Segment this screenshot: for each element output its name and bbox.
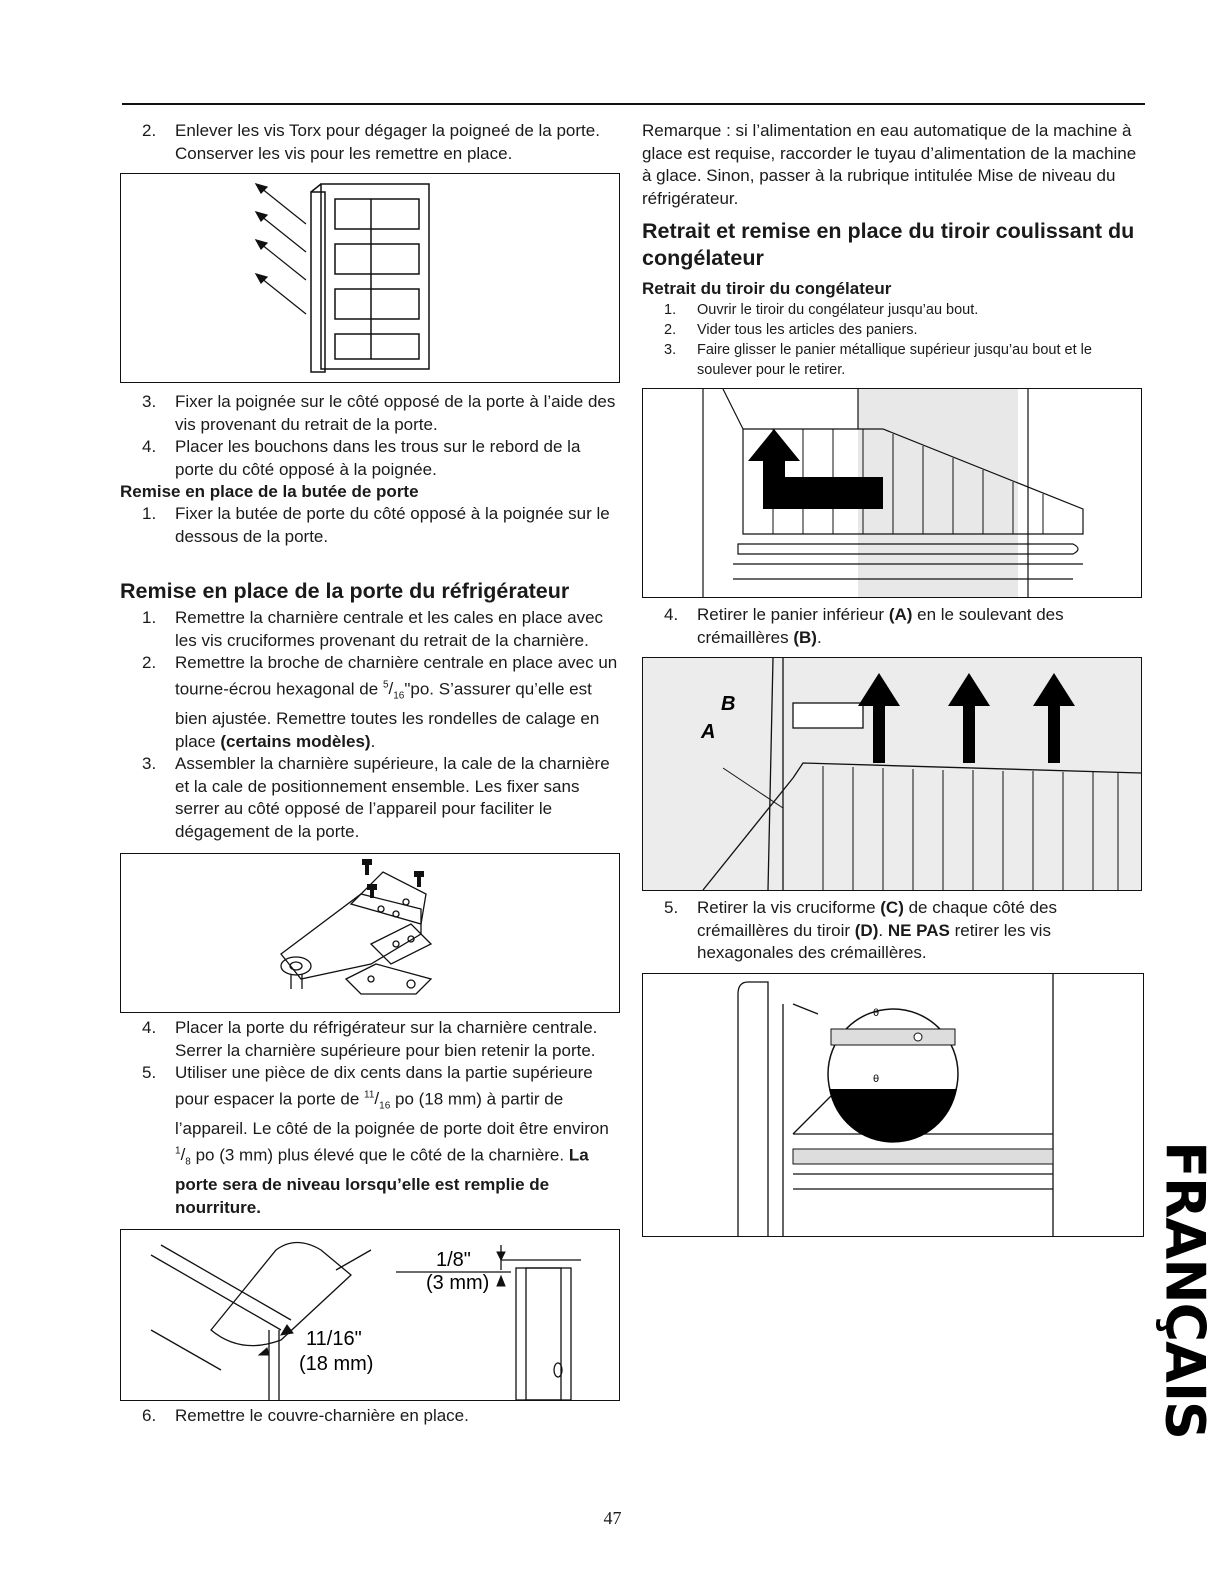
- label-a: (A): [888, 605, 913, 624]
- fraction-numerator: 11: [364, 1089, 375, 1101]
- fraction-numerator: 5: [382, 679, 389, 691]
- fraction-denominator: 8: [185, 1156, 191, 1168]
- step-text: .: [878, 920, 888, 940]
- figure-hinge: [120, 853, 620, 1013]
- stop-step-1: [120, 503, 620, 548]
- step-text: Retirer la vis cruciforme: [697, 898, 881, 917]
- fraction-numerator: 1: [175, 1145, 181, 1157]
- door-step-5: [120, 1062, 620, 1219]
- step-text: .: [370, 731, 376, 751]
- step-text: Placer la porte du réfrigérateur sur la charnière centrale. Serrer la charnière supérieure pour bien retenir la porte.: [175, 1018, 598, 1060]
- step-2-remove-screws: [120, 120, 620, 165]
- step-number: 1.: [142, 504, 157, 523]
- step-text: Ouvrir le tiroir du congélateur jusqu’au bout.: [697, 302, 979, 318]
- step-number: 4.: [664, 605, 679, 624]
- figure-door-handle: [120, 173, 620, 383]
- door-step-3: [120, 753, 620, 843]
- subheading-remove-drawer: Retrait du tiroir du congélateur: [642, 279, 892, 298]
- fraction-1-8: $^1/_8$: [175, 1145, 191, 1168]
- ice-maker-note: Remarque : si l’alimentation en eau automatique de la machine à glace est requise, raccorder le tuyau d’alimentation de la machine à glace. Sinon, passer à la rubrique intitulée Mise de niveau du réfrigérateur.: [642, 121, 1137, 208]
- step-text: Enlever les vis Torx pour dégager la poigneé de la porte. Conserver les vis pour les remettre en place.: [175, 121, 600, 163]
- door-gap-illustration: [121, 1230, 619, 1400]
- step-text: de chaque côté des crémaillères du tiroir: [697, 898, 1057, 940]
- step-number: 3.: [142, 754, 157, 774]
- step-4-lower-basket: [642, 604, 1142, 649]
- step-number: 2.: [142, 121, 157, 140]
- step-text: Fixer la butée de porte du côté opposé à la poignée sur le dessous de la porte.: [175, 504, 610, 546]
- screw-mark-1: θ: [873, 1007, 880, 1019]
- gap-label-side-mm: (18 mm): [299, 1353, 374, 1376]
- hinge-illustration: [121, 854, 619, 1012]
- step-text: Remettre la charnière centrale et les cales en place avec les vis cruciformes provenant du retrait de la charnière.: [175, 608, 604, 650]
- lower-basket-illustration: [643, 658, 1141, 890]
- step-number: 1.: [142, 608, 157, 627]
- left-column: [120, 120, 620, 1428]
- upper-basket-illustration: [643, 389, 1141, 597]
- step-text: Assembler la charnière supérieure, la cale de la charnière et la cale de positionnement ensemble. Les fixer sans serrer au côté opposé de l’appareil pour faciliter le dégagement de la porte.: [175, 754, 610, 841]
- step-text: po (3 mm) plus élevé que le côté de la charnière.: [190, 1145, 569, 1165]
- figure-rail-screw: [642, 973, 1144, 1237]
- step-text: Vider tous les articles des paniers.: [697, 322, 918, 338]
- rail-screw-illustration: [643, 974, 1143, 1236]
- door-step-6: [120, 1405, 620, 1428]
- header-rule: [122, 103, 1145, 105]
- fraction-denominator: 16: [379, 1100, 391, 1112]
- step-number: 3.: [664, 342, 677, 358]
- screw-mark-2: θ: [873, 1073, 880, 1085]
- warning-ne-pas: NE PAS: [887, 920, 950, 940]
- door-step-2: [120, 652, 620, 753]
- step-4-plugs: [120, 436, 620, 481]
- language-side-tab: [1140, 1141, 1225, 1439]
- fraction-5-16: $^5/_{16}$: [382, 679, 405, 702]
- step-number: 4.: [142, 1018, 157, 1038]
- figure-lower-basket: [642, 657, 1142, 891]
- door-handle-illustration: [121, 174, 619, 382]
- step-text: retirer les vis hexagonales des crémaillères.: [697, 920, 1051, 962]
- step-bold-text: (certains modèles): [220, 731, 371, 751]
- step-text: Remettre le couvre-charnière en place.: [175, 1406, 469, 1426]
- step-text: Retirer le panier inférieur: [697, 605, 889, 624]
- step-text: Utiliser une pièce de dix cents dans la partie supérieure pour espacer la porte de: [175, 1063, 593, 1109]
- subheading-door-stop: Remise en place de la butée de porte: [120, 482, 419, 501]
- step-number: 3.: [142, 392, 157, 411]
- fraction-denominator: 16: [393, 690, 405, 702]
- step-text: Placer les bouchons dans les trous sur le rebord de la porte du côté opposé à la poignée.: [175, 437, 581, 479]
- step-number: 2.: [664, 322, 677, 338]
- label-b-figure: B: [721, 693, 736, 715]
- gap-label-side: 11/16": [306, 1328, 362, 1351]
- label-a-figure: A: [701, 721, 716, 743]
- step-text: en le soulevant des crémaillères: [697, 605, 1064, 647]
- step-text: "po. S’assurer qu’elle est bien ajustée. Remettre toutes les rondelles de calage en place: [175, 679, 600, 751]
- fraction-11-16: $^{11}/_{16}$: [364, 1089, 391, 1112]
- gap-label-top: 1/8": [436, 1249, 471, 1272]
- door-step-4: [120, 1017, 620, 1062]
- step-text: po (18 mm) à partir de l’appareil. Le côté de la poignée de porte doit être environ: [175, 1089, 609, 1139]
- step-number: 5.: [664, 898, 679, 917]
- step-bold-text: La porte sera de niveau lorsqu’elle est remplie de nourriture.: [175, 1145, 589, 1217]
- language-side-tab-label: FRANÇAIS: [1153, 1141, 1217, 1439]
- figure-upper-basket: [642, 388, 1142, 598]
- step-text: .: [816, 627, 822, 647]
- label-d: (D): [854, 920, 879, 940]
- label-b: (B): [793, 627, 817, 647]
- step-text: Fixer la poignée sur le côté opposé de la porte à l’aide des vis provenant du retrait de la porte.: [175, 392, 616, 434]
- step-number: 6.: [142, 1406, 157, 1426]
- heading-door-replace: Remise en place de la porte du réfrigérateur: [120, 579, 570, 603]
- step-text: Remettre la broche de charnière centrale en place avec un tourne-écrou hexagonal de: [175, 653, 618, 699]
- small-step-3: [642, 340, 1142, 380]
- gap-label-top-mm: (3 mm): [426, 1272, 490, 1295]
- small-step-2: [642, 320, 1142, 340]
- label-c: (C): [880, 898, 904, 917]
- page-number: 47: [603, 1508, 622, 1528]
- step-number: 1.: [664, 302, 677, 318]
- step-number: 5.: [142, 1063, 157, 1083]
- step-5-remove-screw: [642, 897, 1142, 965]
- heading-freezer-drawer: Retrait et remise en place du tiroir coulissant du congélateur: [642, 219, 1135, 270]
- small-step-1: [642, 300, 1142, 320]
- step-number: 4.: [142, 437, 157, 456]
- right-column: [642, 120, 1142, 1237]
- figure-door-gap: [120, 1229, 620, 1401]
- step-number: 2.: [142, 653, 157, 672]
- step-text: Faire glisser le panier métallique supérieur jusqu’au bout et le soulever pour le retirer.: [697, 342, 1092, 378]
- step-3-fix-handle: [120, 391, 620, 436]
- door-step-1: [120, 607, 620, 652]
